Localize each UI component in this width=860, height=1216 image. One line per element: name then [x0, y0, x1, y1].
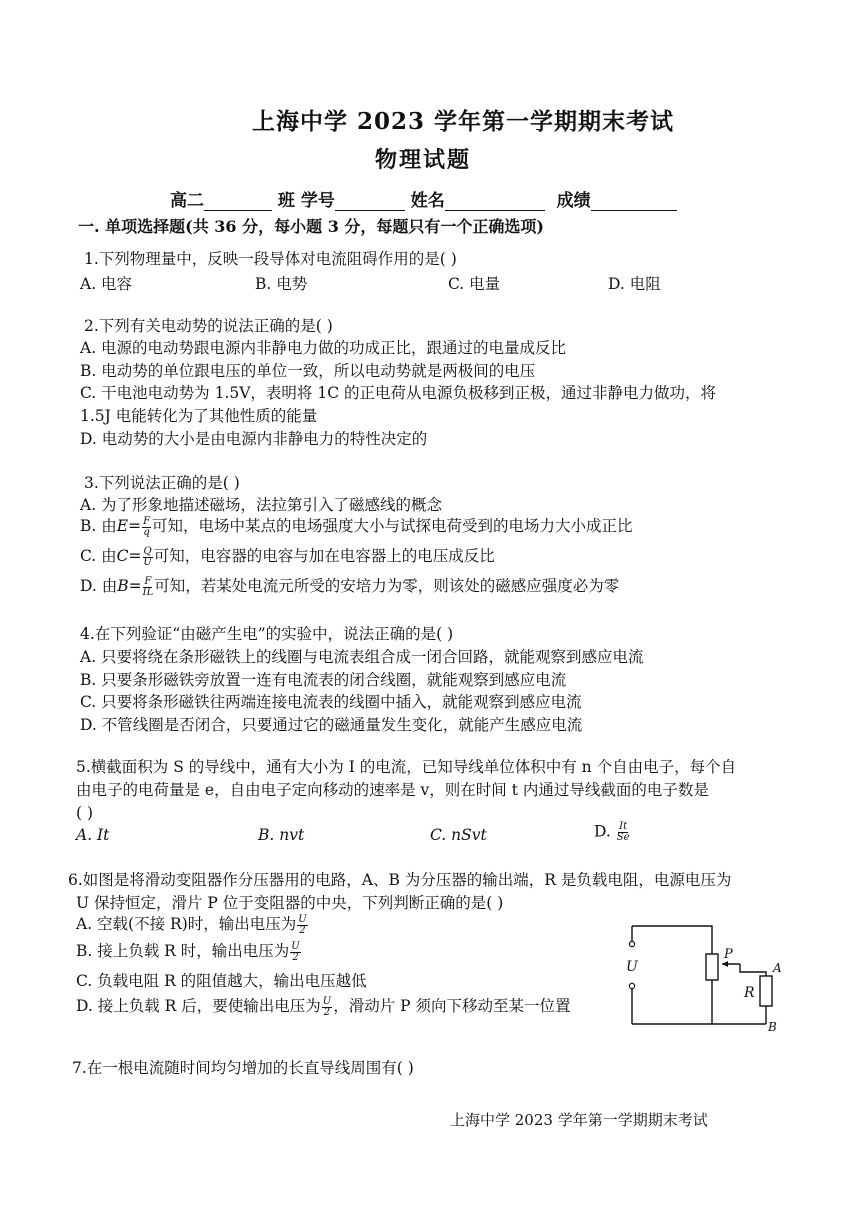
q4-option-a: A. 只要将绕在条形磁铁上的线圈与电流表组合成一闭合回路，就能观察到感应电流: [80, 648, 644, 666]
q5-option-d: D. $\frac{It}{Se}$: [594, 821, 630, 843]
q2-option-b: B. 电动势的单位跟电压的单位一致，所以电动势就是两极间的电压: [80, 362, 536, 380]
q5-option-a: A. It: [76, 826, 110, 844]
class-label: 班: [277, 191, 295, 211]
terminal-u-top: [629, 941, 634, 946]
q5-d-formula: $\frac{It}{Se}$: [616, 821, 630, 843]
q3-c-formula: $\frac{Q}{U}$: [143, 545, 152, 568]
q6-stem-line2: U 保持恒定，滑片 P 位于变阻器的中央，下列判断正确的是( ): [76, 894, 504, 912]
q4-option-c: C. 只要将条形磁铁往两端连接电流表的线圈中插入，就能观察到感应电流: [80, 693, 582, 711]
q5-option-b: B. nvt: [258, 826, 305, 844]
student-no-label: 学号: [300, 191, 335, 211]
terminal-u-bottom: [629, 983, 634, 988]
q3-b-formula: $\frac{F}{q}$: [143, 515, 151, 538]
q2-option-c: C. 干电池电动势为 1.5V，表明将 1C 的正电荷从电源负极移到正极，通过非静电力做功，将: [80, 384, 717, 402]
q3-d-formula: $\frac{F}{IL}$: [142, 575, 154, 598]
grade-label: 高二: [170, 191, 204, 211]
section-heading: 一. 单项选择题(共 36 分，每小题 3 分，每题只有一个正确选项): [78, 217, 544, 236]
q6-option-d: D. 接上负载 R 后，要使输出电压为 $\frac{U}{2}$ ，滑动片 P 须向下移动至某一位置: [76, 995, 571, 1018]
q6-option-b: B. 接上负载 R 时，输出电压为 $\frac{U}{2}$: [76, 940, 300, 963]
q5-option-c: C. nSvt: [430, 826, 487, 844]
q5-stem-line2: 由电子的电荷量是 e，自由电子定向移动的速率是 v，则在时间 t 内通过导线截面的电子数是: [76, 781, 709, 799]
name-blank: [445, 192, 545, 211]
q2-stem: 2.下列有关电动势的说法正确的是( ): [84, 317, 333, 335]
q3-stem: 3.下列说法正确的是( ): [84, 474, 240, 492]
q2-option-a: A. 电源的电动势跟电源内非静电力做的功成正比，跟通过的电量成反比: [80, 339, 567, 357]
q7-stem: 7.在一根电流随时间均匀增加的长直导线周围有( ): [72, 1059, 414, 1077]
score-label: 成绩: [556, 191, 591, 211]
student-no-blank: [335, 192, 405, 211]
q5-stem-line1: 5.横截面积为 S 的导线中，通有大小为 I 的电流，已知导线单位体积中有 n 个自由电子，每个自: [76, 758, 737, 776]
q6-option-c: C. 负载电阻 R 的阻值越大，输出电压越低: [76, 972, 367, 990]
q3-option-c: C. 由C= $\frac{Q}{U}$ 可知，电容器的电容与加在电容器上的电压成反比: [80, 545, 495, 568]
q2-option-c-cont: 1.5J 电能转化为了其他性质的能量: [80, 407, 318, 425]
q1-option-a: A. 电容: [80, 275, 133, 293]
q6-option-a: A. 空载(不接 R)时，输出电压为 $\frac{U}{2}$: [76, 913, 307, 936]
q3-option-d: D. 由B= $\frac{F}{IL}$ 可知，若某处电流元所受的安培力为零，则该处的磁感应强度必为零: [80, 575, 620, 598]
label-u: U: [626, 959, 638, 975]
circuit-wire-top: [632, 926, 712, 954]
q4-option-d: D. 不管线圈是否闭合，只要通过它的磁通量发生变化，就能产生感应电流: [80, 716, 583, 734]
page-footer: 上海中学 2023 学年第一学期期末考试: [450, 1111, 708, 1129]
label-p: P: [724, 947, 733, 962]
load-resistor-r: [760, 976, 772, 1006]
q6-circuit-diagram: [620, 912, 790, 1032]
grade-blank: [204, 192, 272, 211]
q3-option-a: A. 为了形象地描述磁场，法拉第引入了磁感线的概念: [80, 496, 443, 514]
circuit-wire-to-a: [740, 964, 766, 976]
label-a: A: [773, 961, 782, 975]
label-r: R: [744, 985, 755, 1001]
q3-option-b: B. 由E= $\frac{F}{q}$ 可知，电场中某点的电场强度大小与试探电荷受到的电场力大小成正比: [80, 515, 633, 538]
exam-subtitle: 物理试题: [375, 147, 472, 173]
q1-stem: 1.下列物理量中，反映一段导体对电流阻碍作用的是( ): [84, 250, 457, 268]
exam-title: 上海中学 2023 学年第一学期期末考试: [252, 108, 675, 135]
q1-option-d: D. 电阻: [608, 275, 661, 293]
q1-option-c: C. 电量: [448, 275, 501, 293]
q4-stem: 4.在下列验证“由磁产生电”的实验中，说法正确的是( ): [80, 625, 454, 643]
q4-option-b: B. 只要条形磁铁旁放置一连有电流表的闭合线圈，就能观察到感应电流: [80, 671, 567, 689]
score-blank: [591, 192, 677, 211]
q2-option-d: D. 电动势的大小是由电源内非静电力的特性决定的: [80, 430, 428, 448]
rheostat-resistor: [706, 954, 718, 980]
label-b: B: [768, 1020, 777, 1032]
student-info-line: [170, 186, 677, 211]
q1-option-b: B. 电势: [255, 275, 308, 293]
q6-stem-line1: 6.如图是将滑动变阻器作分压器用的电路，A、B 为分压器的输出端，R 是负载电阻，电源电压为: [68, 871, 732, 889]
q5-stem-line3: ( ): [76, 804, 94, 822]
name-label: 姓名: [410, 191, 445, 211]
